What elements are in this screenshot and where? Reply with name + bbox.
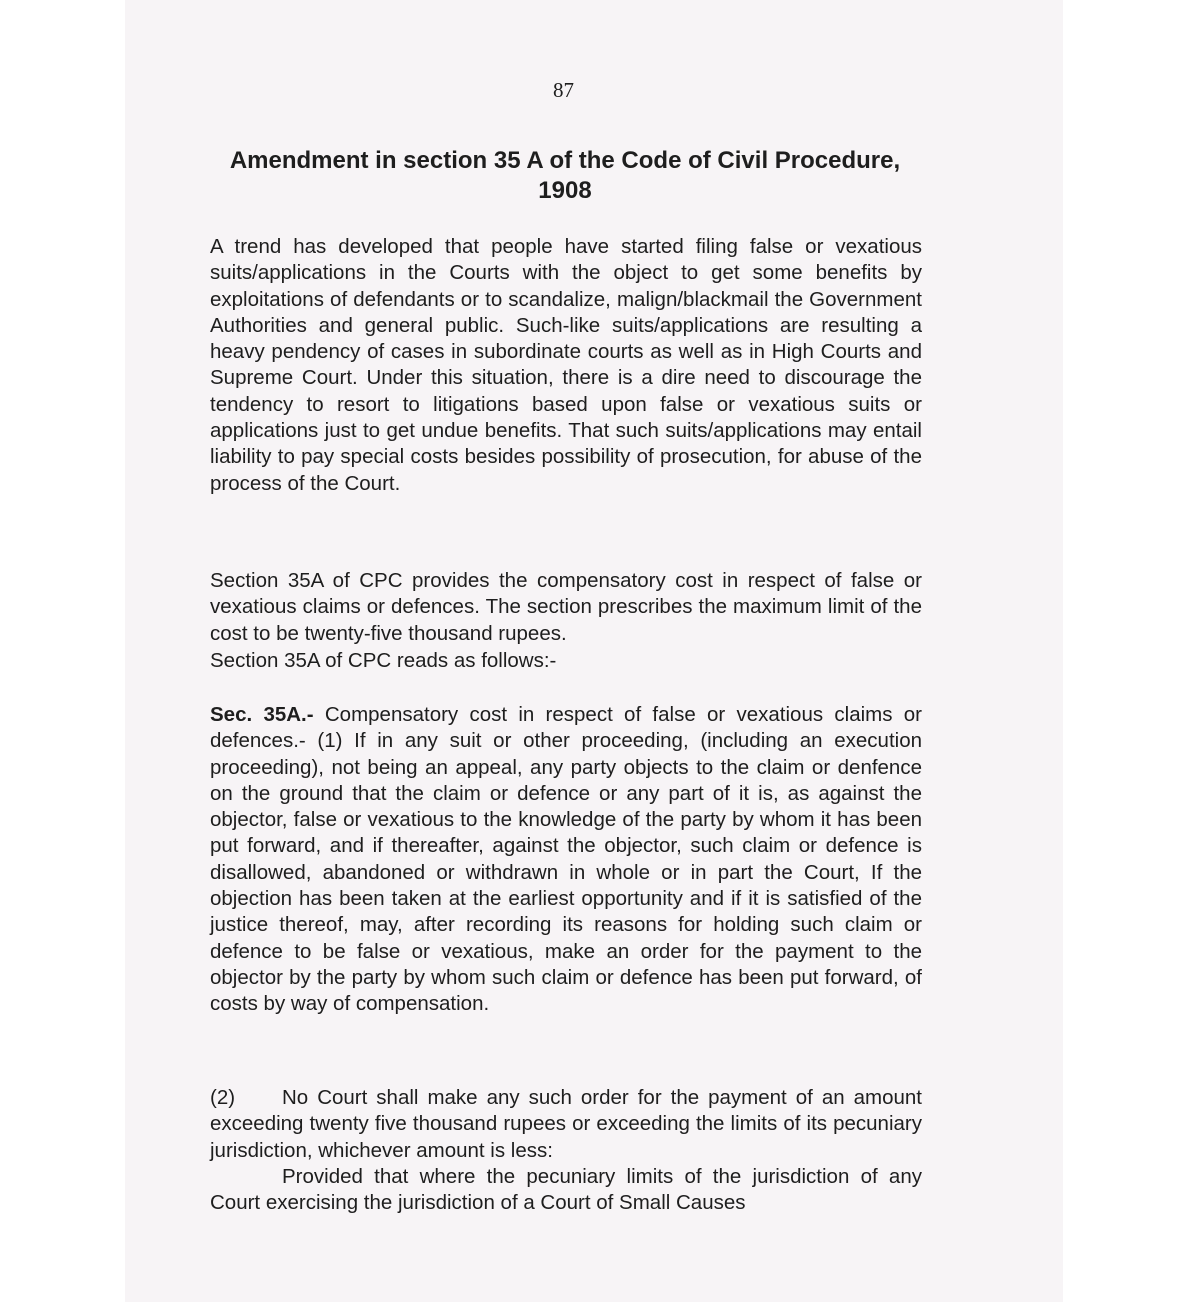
page-number: 87: [553, 78, 574, 102]
paragraph-reads-as-follows: Section 35A of CPC reads as follows:-: [210, 649, 557, 672]
page-title: Amendment in section 35 A of the Code of Civil Procedure, 1908: [229, 147, 901, 204]
section-clause-1-text: Compensatory cost in respect of false or vexatious claims or defences.- (1) If in any suit or other proceeding, (including an execution proceeding), not being an appeal, any party objects to the claim or denfence on the ground that the claim or defence or any part of it is, as against the objector, false or vexatious to the knowledge of the party by whom it has been put forward, and if thereafter, against the objector, such claim or defence is disallowed, abandoned or withdrawn in whole or in part the Court, If the objection has been taken at the earliest opportunity and if it is satisfied of the justice thereof, may, after recording its reasons for holding such claim or defence to be false or vexatious, make an order for the payment to the objector by the party by whom such claim or defence has been put forward, of costs by way of compensation.: [210, 703, 922, 1016]
paragraph-intro: A trend has developed that people have started filing false or vexatious suits/applications in the Courts with the object to get some benefits by exploitations of defendants or to scandalize, malign/blackmail the Government Authorities and general public. Such-like suits/applications are resulting a heavy pendency of cases in subordinate courts as well as in High Courts and Supreme Court. Under this situation, there is a dire need to discourage the tendency to resort to litigations based upon false or vexatious suits or applications just to get undue benefits. That such suits/applications may entail liability to pay special costs besides possibility of prosecution, for abuse of the process of the Court.: [210, 235, 922, 495]
clause-number-label: (2): [210, 1086, 236, 1109]
section-clause-2-text: No Court shall make any such order for the payment of an amount exceeding twenty five thousand rupees or exceeding the limits of its pecuniary jurisdiction, whichever amount is less:: [210, 1086, 922, 1162]
paragraph-section-35a-clause-2: [210, 1085, 922, 1164]
section-label: Sec. 35A.-: [210, 703, 314, 726]
paragraph-section-35a-summary: Section 35A of CPC provides the compensatory cost in respect of false or vexatious claims or defences. The section prescribes the maximum limit of the cost to be twenty-five thousand rupees.: [210, 569, 922, 645]
paragraph-section-35a-clause-1: [210, 702, 922, 1018]
paragraph-proviso: Provided that where the pecuniary limits of the jurisdiction of any Court exercising the jurisdiction of a Court of Small Causes: [210, 1165, 922, 1215]
